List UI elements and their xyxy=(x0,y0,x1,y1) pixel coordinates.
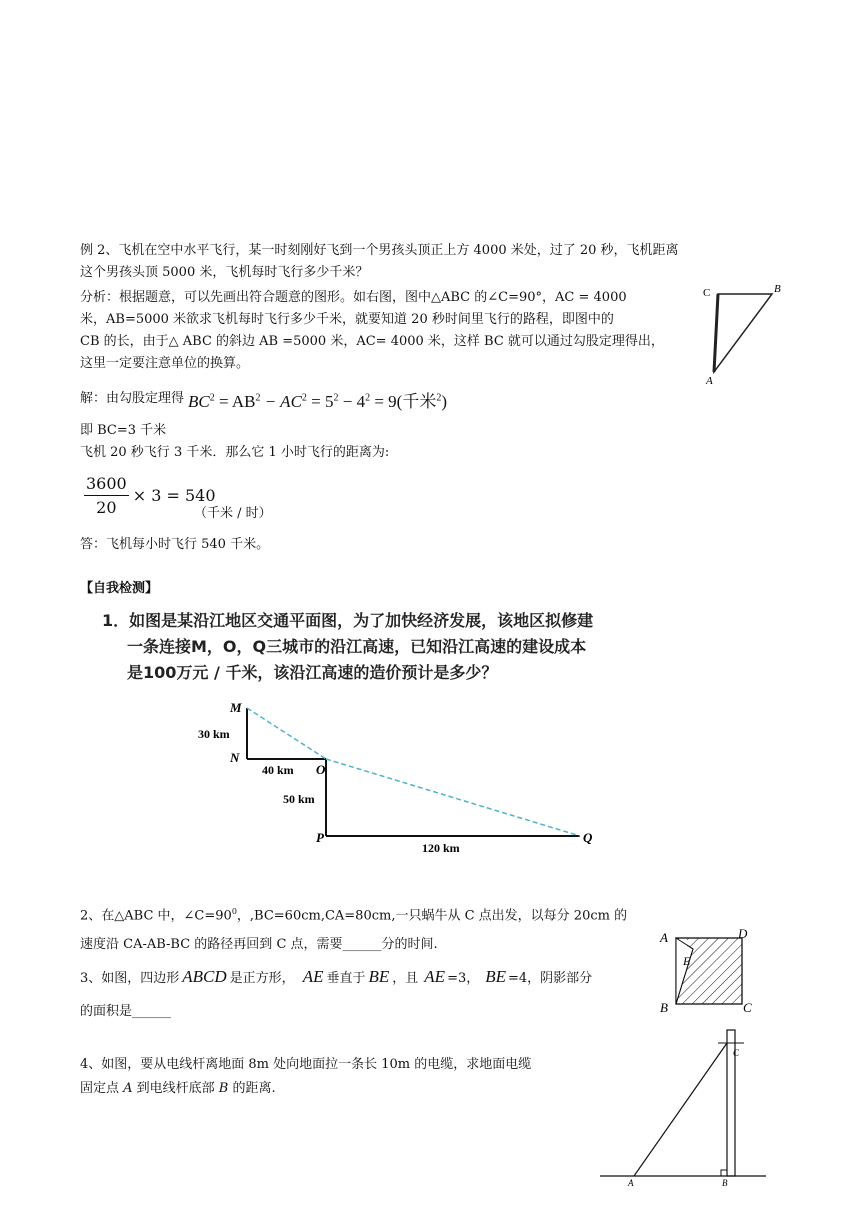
label-o: O xyxy=(316,762,326,777)
q1-line1: 1．如图是某沿江地区交通平面图，为了加快经济发展，该地区拟修建 xyxy=(102,611,594,630)
example2-problem-line2: 这个男孩头顶 5000 米，飞机每时飞行多少千米？ xyxy=(80,265,369,280)
example2-analysis-line1: 分析：根据题意，可以先画出符合题意的图形。如右图，图中△ABC 的∠C=90°，AC = 4000 xyxy=(80,290,627,305)
q1-line2: 一条连接M，O，Q三城市的沿江高速，已知沿江高速的建设成本 xyxy=(127,637,587,656)
highway-oq xyxy=(326,759,580,836)
square-label-b: B xyxy=(660,1000,668,1015)
square-label-d: D xyxy=(738,926,748,941)
triangle-label-b: B xyxy=(774,283,781,295)
self-check-heading: 【自我检测】 xyxy=(80,581,159,596)
cable-ac xyxy=(634,1043,727,1176)
example2-analysis-line4: 这里一定要注意单位的换算。 xyxy=(80,356,250,371)
label-50km: 50 km xyxy=(283,792,315,806)
triangle-side-ac xyxy=(714,294,718,372)
label-m: M xyxy=(230,700,242,715)
q3-square-figure xyxy=(652,925,762,1019)
square-label-a: A xyxy=(660,930,668,945)
example2-analysis-line2: 米，AB=5000 米欲求飞机每时飞行多少千米，就要知道 20 秒时间里飞行的路程，即图中的 xyxy=(80,312,614,327)
q3-line1: 3、如图，四边形 ABCD 是正方形， AE 垂直于 BE ，且 AE =3， BE =4，阴影部分 xyxy=(80,967,593,986)
q1-line3: 是100万元 / 千米，该沿江高速的造价预计是多少？ xyxy=(127,663,498,682)
square-label-c: C xyxy=(743,1000,752,1015)
triangle-abc xyxy=(714,294,772,372)
example2-analysis-line3: CB 的长，由于△ ABC 的斜边 AB =5000 米，AC= 4000 米，这样 BC 就可以通过勾股定理得出， xyxy=(80,334,664,349)
triangle-label-a: A xyxy=(706,375,713,387)
triangle-label-c: C xyxy=(703,287,711,299)
example2-triangle-figure xyxy=(700,278,790,390)
solution-prefix: 解：由勾股定理得 xyxy=(80,391,185,406)
example2-bc-result: 即 BC=3 千米 xyxy=(80,423,167,438)
solution-equation: $BC^2 = AB^2 - AC^2 = 5^2 - 4^2 = 9$(千米$^2$) xyxy=(188,391,448,411)
label-p: P xyxy=(316,830,324,845)
label-n: N xyxy=(230,750,240,765)
q1-map-figure xyxy=(190,696,610,856)
q2-line2: 速度沿 CA-AB-BC 的路径再回到 C 点，需要______分的时间. xyxy=(80,937,438,952)
fraction xyxy=(84,474,129,517)
label-q: Q xyxy=(583,830,593,845)
q4-line2: 固定点 A 到电线杆底部 B 的距离. xyxy=(80,1081,276,1096)
pole-label-c: C xyxy=(733,1048,740,1058)
label-30km: 30 km xyxy=(198,727,230,741)
q3-line2: 的面积是______ xyxy=(80,1004,172,1019)
fraction-denominator: 20 xyxy=(96,498,117,517)
label-40km: 40 km xyxy=(262,763,294,777)
q4-pole-figure xyxy=(598,1028,770,1216)
highway-mo xyxy=(247,708,326,759)
example2-problem-line1: 例 2、飞机在空中水平飞行，某一时刻刚好飞到一个男孩头顶正上方 4000 米处，过了 20 秒，飞机距离 xyxy=(80,243,679,258)
q2-line1: 2、在△ABC 中，$\angle C=90^0$，,BC=60cm,CA=80cm,一只蜗牛从 C 点出发，以每分 20cm 的 xyxy=(80,907,628,924)
example2-solution xyxy=(80,386,447,412)
example2-answer: 答：飞机每小时飞行 540 千米。 xyxy=(80,537,270,552)
label-120km: 120 km xyxy=(422,841,460,855)
q4-line1: 4、如图，要从电线杆离地面 8m 处向地面拉一条长 10m 的电缆，求地面电缆 xyxy=(80,1057,532,1072)
right-angle-mark xyxy=(721,1170,727,1176)
example2-flight-line: 飞机 20 秒飞行 3 千米．那么它 1 小时飞行的距离为: xyxy=(80,445,390,460)
example2-unit-label: （千米 / 时） xyxy=(194,506,272,521)
square-label-e: E xyxy=(683,954,691,968)
fraction-rest: × 3 = 540 xyxy=(132,486,216,505)
pole-label-b: B xyxy=(722,1178,728,1188)
pole-label-a: A xyxy=(628,1178,634,1188)
fraction-numerator: 3600 xyxy=(84,474,129,496)
